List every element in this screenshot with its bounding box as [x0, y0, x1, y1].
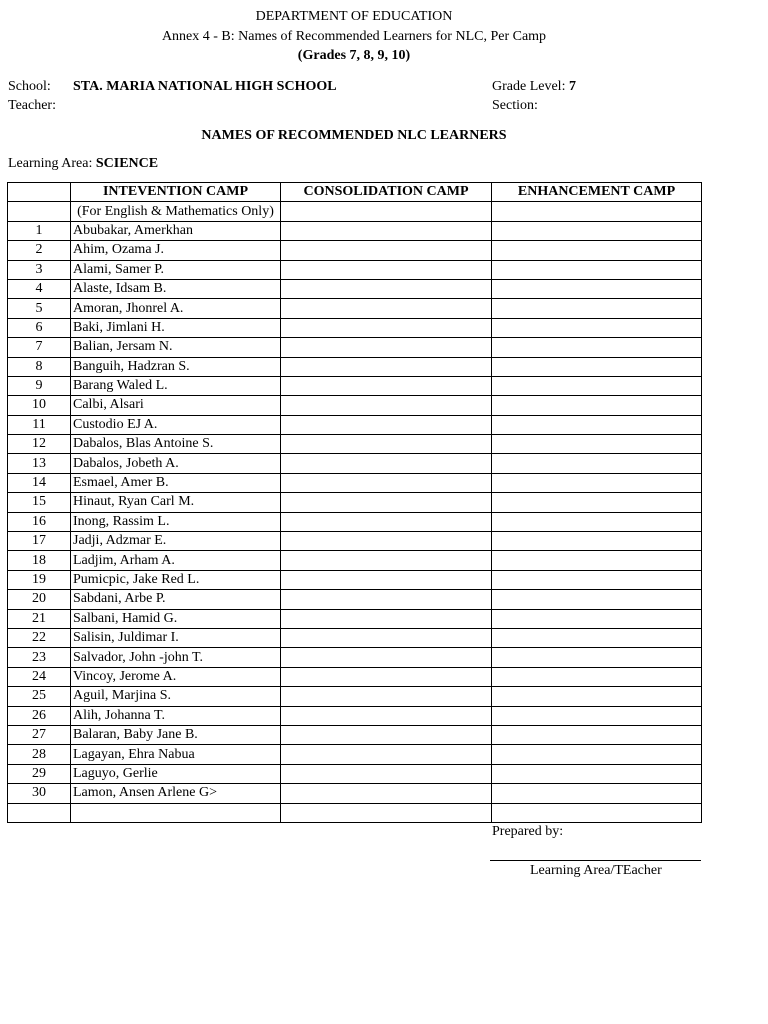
enhancement-cell [492, 221, 702, 240]
learner-name: Calbi, Alsari [71, 396, 281, 415]
learner-name: Esmael, Amer B. [71, 473, 281, 492]
table-row [8, 687, 702, 706]
row-number: 9 [8, 376, 71, 395]
row-number: 18 [8, 551, 71, 570]
consolidation-cell [281, 570, 492, 589]
table-row [8, 725, 702, 744]
number-column-header [8, 183, 71, 202]
learner-name: Banguih, Hadzran S. [71, 357, 281, 376]
table-row [8, 260, 702, 279]
enhancement-cell [492, 454, 702, 473]
table-row [8, 279, 702, 298]
table-row [8, 435, 702, 454]
row-number: 13 [8, 454, 71, 473]
learner-name: Dabalos, Blas Antoine S. [71, 435, 281, 454]
table-row [8, 396, 702, 415]
learners-table [7, 182, 702, 823]
consolidation-cell [281, 667, 492, 686]
consolidation-cell [281, 590, 492, 609]
table-row [8, 221, 702, 240]
row-number: 30 [8, 784, 71, 803]
enhancement-cell [492, 415, 702, 434]
enhancement-cell [492, 396, 702, 415]
table-row [8, 376, 702, 395]
annex-title: Annex 4 - B: Names of Recommended Learners for NLC, Per Camp [161, 29, 547, 44]
enhancement-cell [492, 493, 702, 512]
signature-role: Learning Area/TEacher [530, 863, 662, 878]
enhancement-cell [492, 376, 702, 395]
table-row [8, 745, 702, 764]
enhancement-cell [492, 532, 702, 551]
consolidation-cell [281, 687, 492, 706]
enhancement-cell [492, 745, 702, 764]
learner-name: Pumicpic, Jake Red L. [71, 570, 281, 589]
enhancement-cell [492, 338, 702, 357]
row-number: 3 [8, 260, 71, 279]
consolidation-cell [281, 454, 492, 473]
grade-level-label: Grade Level: [492, 79, 566, 94]
enhancement-cell [492, 648, 702, 667]
learner-name: Balaran, Baby Jane B. [71, 725, 281, 744]
table-row [8, 667, 702, 686]
table-row [8, 764, 702, 783]
learner-name: Alaste, Idsam B. [71, 279, 281, 298]
row-number: 20 [8, 590, 71, 609]
row-number: 11 [8, 415, 71, 434]
table-row [8, 609, 702, 628]
consolidation-cell [281, 648, 492, 667]
learner-name: Alami, Samer P. [71, 260, 281, 279]
row-number: 6 [8, 318, 71, 337]
table-row [8, 473, 702, 492]
enhancement-cell [492, 784, 702, 803]
grade-level-value: 7 [568, 79, 576, 94]
table-row [8, 803, 702, 822]
table-cell [281, 803, 492, 822]
learner-name: Salvador, John -john T. [71, 648, 281, 667]
consolidation-cell [281, 299, 492, 318]
table-row [8, 706, 702, 725]
enhancement-cell [492, 725, 702, 744]
learner-name: Aguil, Marjina S. [71, 687, 281, 706]
table-row [8, 512, 702, 531]
row-number: 15 [8, 493, 71, 512]
learner-name: Vincoy, Jerome A. [71, 667, 281, 686]
row-number: 14 [8, 473, 71, 492]
consolidation-cell [281, 279, 492, 298]
table-row [8, 357, 702, 376]
learning-area-value: SCIENCE [95, 156, 159, 171]
row-number: 8 [8, 357, 71, 376]
table-row [8, 784, 702, 803]
department-title: DEPARTMENT OF EDUCATION [255, 9, 453, 24]
table-cell [492, 803, 702, 822]
school-label: School: [8, 79, 51, 94]
consolidation-cell [281, 764, 492, 783]
consolidation-cell [281, 318, 492, 337]
table-row [8, 570, 702, 589]
consolidation-cell [281, 221, 492, 240]
grade-level [492, 79, 576, 95]
learner-name: Alih, Johanna T. [71, 706, 281, 725]
enhancement-cell [492, 687, 702, 706]
table-cell [281, 202, 492, 221]
learner-name: Salbani, Hamid G. [71, 609, 281, 628]
learners-table-body [8, 221, 702, 822]
learner-name: Baki, Jimlani H. [71, 318, 281, 337]
learning-area-label: Learning Area: [8, 156, 93, 171]
enhancement-cell [492, 299, 702, 318]
row-number: 23 [8, 648, 71, 667]
table-row [8, 590, 702, 609]
consolidation-cell [281, 745, 492, 764]
row-number: 16 [8, 512, 71, 531]
enhancement-cell [492, 609, 702, 628]
consolidation-cell [281, 512, 492, 531]
row-number: 12 [8, 435, 71, 454]
enhancement-camp-header: ENHANCEMENT CAMP [492, 183, 702, 202]
table-row [8, 493, 702, 512]
grades-subtitle: (Grades 7, 8, 9, 10) [297, 48, 411, 63]
row-number: 7 [8, 338, 71, 357]
enhancement-cell [492, 435, 702, 454]
consolidation-cell [281, 338, 492, 357]
table-row [8, 241, 702, 260]
consolidation-cell [281, 260, 492, 279]
consolidation-cell [281, 357, 492, 376]
row-number: 25 [8, 687, 71, 706]
row-number: 28 [8, 745, 71, 764]
consolidation-cell [281, 628, 492, 647]
table-header-row [8, 183, 702, 202]
row-number: 22 [8, 628, 71, 647]
row-number: 19 [8, 570, 71, 589]
table-row [8, 318, 702, 337]
learner-name: Sabdani, Arbe P. [71, 590, 281, 609]
enhancement-cell [492, 570, 702, 589]
enhancement-cell [492, 260, 702, 279]
enhancement-cell [492, 590, 702, 609]
consolidation-cell [281, 241, 492, 260]
enhancement-cell [492, 512, 702, 531]
row-number: 27 [8, 725, 71, 744]
learner-name: Lagayan, Ehra Nabua [71, 745, 281, 764]
enhancement-cell [492, 357, 702, 376]
row-number: 5 [8, 299, 71, 318]
names-title: NAMES OF RECOMMENDED NLC LEARNERS [201, 128, 507, 143]
enhancement-cell [492, 318, 702, 337]
enhancement-cell [492, 628, 702, 647]
table-row [8, 338, 702, 357]
table-subheader-row [8, 202, 702, 221]
row-number: 10 [8, 396, 71, 415]
teacher-label: Teacher: [8, 98, 56, 113]
learner-name: Abubakar, Amerkhan [71, 221, 281, 240]
table-row [8, 628, 702, 647]
table-cell [8, 202, 71, 221]
table-row [8, 454, 702, 473]
consolidation-cell [281, 609, 492, 628]
consolidation-cell [281, 473, 492, 492]
enhancement-cell [492, 667, 702, 686]
row-number: 17 [8, 532, 71, 551]
row-number: 4 [8, 279, 71, 298]
learner-name: Inong, Rassim L. [71, 512, 281, 531]
consolidation-camp-header: CONSOLIDATION CAMP [281, 183, 492, 202]
section-label: Section: [492, 98, 538, 113]
learner-name: Lamon, Ansen Arlene G> [71, 784, 281, 803]
enhancement-cell [492, 551, 702, 570]
learner-name: Balian, Jersam N. [71, 338, 281, 357]
enhancement-cell [492, 279, 702, 298]
learner-name: Custodio EJ A. [71, 415, 281, 434]
table-cell [8, 803, 71, 822]
school-name: STA. MARIA NATIONAL HIGH SCHOOL [73, 79, 337, 94]
learner-name: Salisin, Juldimar I. [71, 628, 281, 647]
learner-name: Amoran, Jhonrel A. [71, 299, 281, 318]
intervention-camp-header: INTEVENTION CAMP [71, 183, 281, 202]
learner-name: Barang Waled L. [71, 376, 281, 395]
consolidation-cell [281, 396, 492, 415]
consolidation-cell [281, 532, 492, 551]
learning-area [8, 156, 158, 172]
enhancement-cell [492, 241, 702, 260]
table-row [8, 648, 702, 667]
table-cell [71, 803, 281, 822]
consolidation-cell [281, 493, 492, 512]
enhancement-cell [492, 706, 702, 725]
learner-name: Dabalos, Jobeth A. [71, 454, 281, 473]
table-row [8, 415, 702, 434]
learner-name: Ahim, Ozama J. [71, 241, 281, 260]
row-number: 24 [8, 667, 71, 686]
row-number: 21 [8, 609, 71, 628]
table-row [8, 551, 702, 570]
table-row [8, 532, 702, 551]
row-number: 29 [8, 764, 71, 783]
intervention-note: (For English & Mathematics Only) [71, 202, 281, 221]
learner-name: Jadji, Adzmar E. [71, 532, 281, 551]
consolidation-cell [281, 435, 492, 454]
signature-line [490, 860, 701, 861]
table-cell [492, 202, 702, 221]
table-row [8, 299, 702, 318]
learner-name: Hinaut, Ryan Carl M. [71, 493, 281, 512]
consolidation-cell [281, 784, 492, 803]
consolidation-cell [281, 376, 492, 395]
enhancement-cell [492, 473, 702, 492]
consolidation-cell [281, 551, 492, 570]
learner-name: Ladjim, Arham A. [71, 551, 281, 570]
enhancement-cell [492, 764, 702, 783]
consolidation-cell [281, 706, 492, 725]
consolidation-cell [281, 415, 492, 434]
consolidation-cell [281, 725, 492, 744]
row-number: 26 [8, 706, 71, 725]
row-number: 1 [8, 221, 71, 240]
row-number: 2 [8, 241, 71, 260]
learner-name: Laguyo, Gerlie [71, 764, 281, 783]
prepared-by-label: Prepared by: [492, 824, 564, 839]
